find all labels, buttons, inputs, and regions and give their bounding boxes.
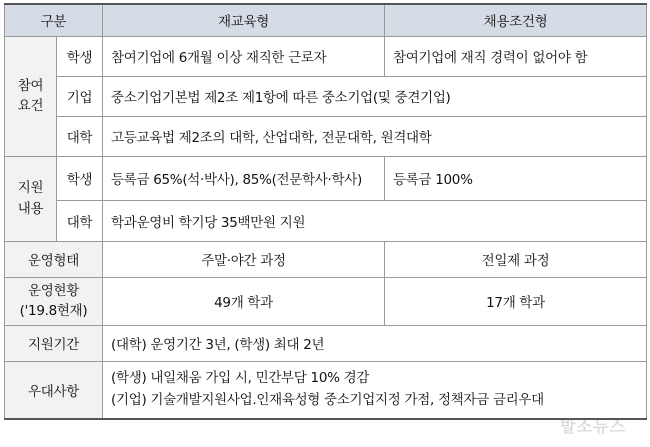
operation-status-hiring: 17개 학과 (385, 277, 647, 325)
benefits-line-company: (기업) 기술개발지원사업.인재육성형 중소기업지정 가점, 정책자금 금리우대 (111, 391, 544, 408)
support-university-sub: 대학 (57, 200, 103, 241)
support-student-retraining: 등록금 65%(석·박사), 85%(전문학사·학사) (103, 156, 385, 200)
participation-company-text: 중소기업기본법 제2조 제1항에 따른 중소기업(및 중견기업) (103, 76, 647, 116)
participation-student-row (5, 36, 647, 76)
header-retraining: 재교육형 (103, 4, 385, 36)
support-university-text: 학과운영비 학기당 35백만원 지원 (103, 200, 647, 241)
operation-type-hiring: 전일제 과정 (385, 241, 647, 277)
header-category: 구분 (5, 4, 103, 36)
support-period-row (5, 325, 647, 361)
participation-label: 참여 요건 (5, 36, 57, 156)
operation-type-label: 운영형태 (5, 241, 103, 277)
benefits-row (5, 361, 647, 419)
operation-status-row (5, 277, 647, 325)
participation-student-sub: 학생 (57, 36, 103, 76)
operation-type-retraining: 주말·야간 과정 (103, 241, 385, 277)
participation-student-hiring: 참여기업에 재직 경력이 없어야 함 (385, 36, 647, 76)
participation-student-retraining: 참여기업에 6개월 이상 재직한 근로자 (103, 36, 385, 76)
benefits-cell (103, 361, 647, 419)
operation-status-retraining: 49개 학과 (103, 277, 385, 325)
header-row (5, 4, 647, 36)
support-period-label: 지원기간 (5, 325, 103, 361)
participation-university-text: 고등교육법 제2조의 대학, 산업대학, 전문대학, 원격대학 (103, 116, 647, 156)
support-student-row (5, 156, 647, 200)
support-student-hiring: 등록금 100% (385, 156, 647, 200)
support-university-row (5, 200, 647, 241)
watermark: 발소뉴스 (560, 417, 626, 436)
participation-university-sub: 대학 (57, 116, 103, 156)
participation-company-row (5, 76, 647, 116)
operation-status-label: 운영현황 ('19.8현재) (5, 277, 103, 325)
header-hiring-conditional: 채용조건형 (385, 4, 647, 36)
participation-company-sub: 기업 (57, 76, 103, 116)
benefits-line-student: (학생) 내일채움 가입 시, 민간부담 10% 경감 (111, 370, 370, 387)
program-comparison-table (4, 3, 647, 420)
support-period-text: (대학) 운영기간 3년, (학생) 최대 2년 (103, 325, 647, 361)
benefits-label: 우대사항 (5, 361, 103, 419)
support-student-sub: 학생 (57, 156, 103, 200)
support-label: 지원 내용 (5, 156, 57, 241)
participation-university-row (5, 116, 647, 156)
operation-type-row (5, 241, 647, 277)
